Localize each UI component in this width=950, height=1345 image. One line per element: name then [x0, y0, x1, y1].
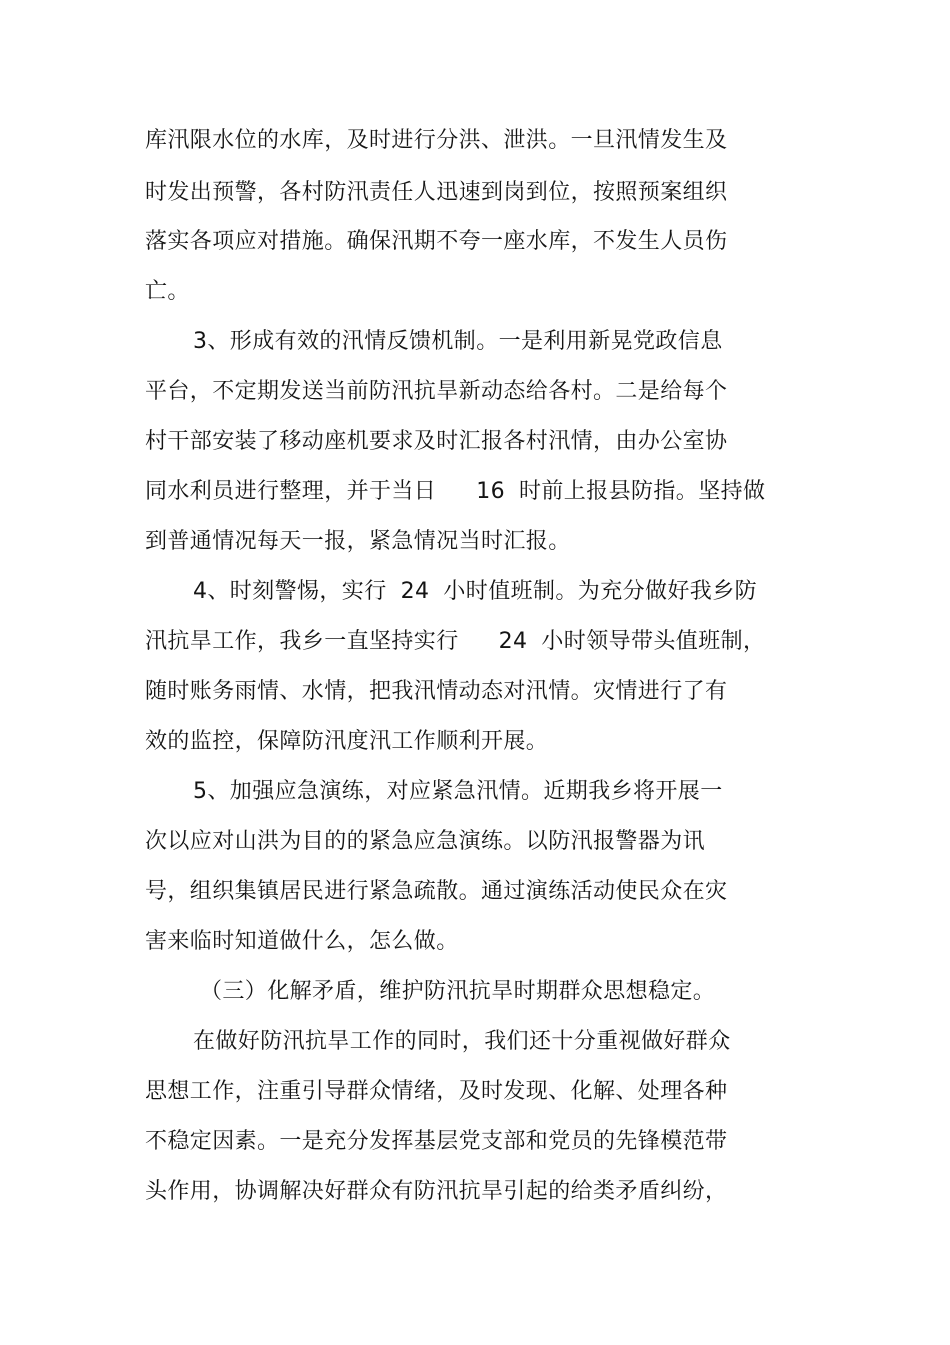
number-24: 24: [498, 629, 528, 654]
text-segment: 4、时刻警惕，实行: [193, 579, 387, 604]
number-24: 24: [400, 579, 430, 604]
text-line: 库汛限水位的水库，及时进行分洪、泄洪。一旦汛情发生及: [145, 128, 728, 153]
text-line: 不稳定因素。一是充分发挥基层党支部和党员的先锋模范带: [145, 1129, 728, 1154]
text-line: 村干部安装了移动座机要求及时汇报各村汛情，由办公室协: [145, 429, 728, 454]
text-line: 亡。: [145, 279, 190, 304]
text-segment: 时前上报县防指。坚持做: [519, 479, 766, 504]
text-line-with-number: [145, 629, 765, 655]
text-line: 次以应对山洪为目的的紧急应急演练。以防汛报警器为讯: [145, 829, 706, 854]
text-segment: 同水利员进行整理，并于当日: [145, 479, 437, 504]
text-line: 时发出预警，各村防汛责任人迅速到岗到位，按照预案组织: [145, 180, 728, 205]
paragraph-5-first-line: 5、加强应急演练，对应紧急汛情。近期我乡将开展一: [193, 779, 723, 804]
paragraph-3-first-line: 3、形成有效的汛情反馈机制。一是利用新晃党政信息: [193, 329, 723, 354]
number-16: 16: [476, 479, 505, 504]
text-line: 思想工作，注重引导群众情绪，及时发现、化解、处理各种: [145, 1079, 728, 1104]
text-line: 平台，不定期发送当前防汛抗旱新动态给各村。二是给每个: [145, 379, 728, 404]
text-line: 落实各项应对措施。确保汛期不夸一座水库，不发生人员伤: [145, 229, 728, 254]
section-heading: （三）化解矛盾，维护防汛抗旱时期群众思想稳定。: [200, 979, 716, 1004]
text-line-with-number: [145, 479, 765, 505]
text-segment: 小时领导带头值班制，: [541, 629, 766, 654]
text-line: 头作用，协调解决好群众有防汛抗旱引起的给类矛盾纠纷，: [145, 1179, 728, 1204]
text-line: 号，组织集镇居民进行紧急疏散。通过演练活动使民众在灾: [145, 879, 728, 904]
text-line: 害来临时知道做什么，怎么做。: [145, 929, 459, 954]
text-line: 效的监控，保障防汛度汛工作顺利开展。: [145, 729, 549, 754]
text-line: 随时账务雨情、水情，把我汛情动态对汛情。灾情进行了有: [145, 679, 728, 704]
paragraph-4-first-line: [193, 579, 757, 605]
text-line: 到普通情况每天一报，紧急情况当时汇报。: [145, 529, 571, 554]
paragraph-first-line: 在做好防汛抗旱工作的同时，我们还十分重视做好群众: [193, 1029, 731, 1054]
text-segment: 汛抗旱工作，我乡一直坚持实行: [145, 629, 459, 654]
text-segment: 小时值班制。为充分做好我乡防: [443, 579, 758, 604]
